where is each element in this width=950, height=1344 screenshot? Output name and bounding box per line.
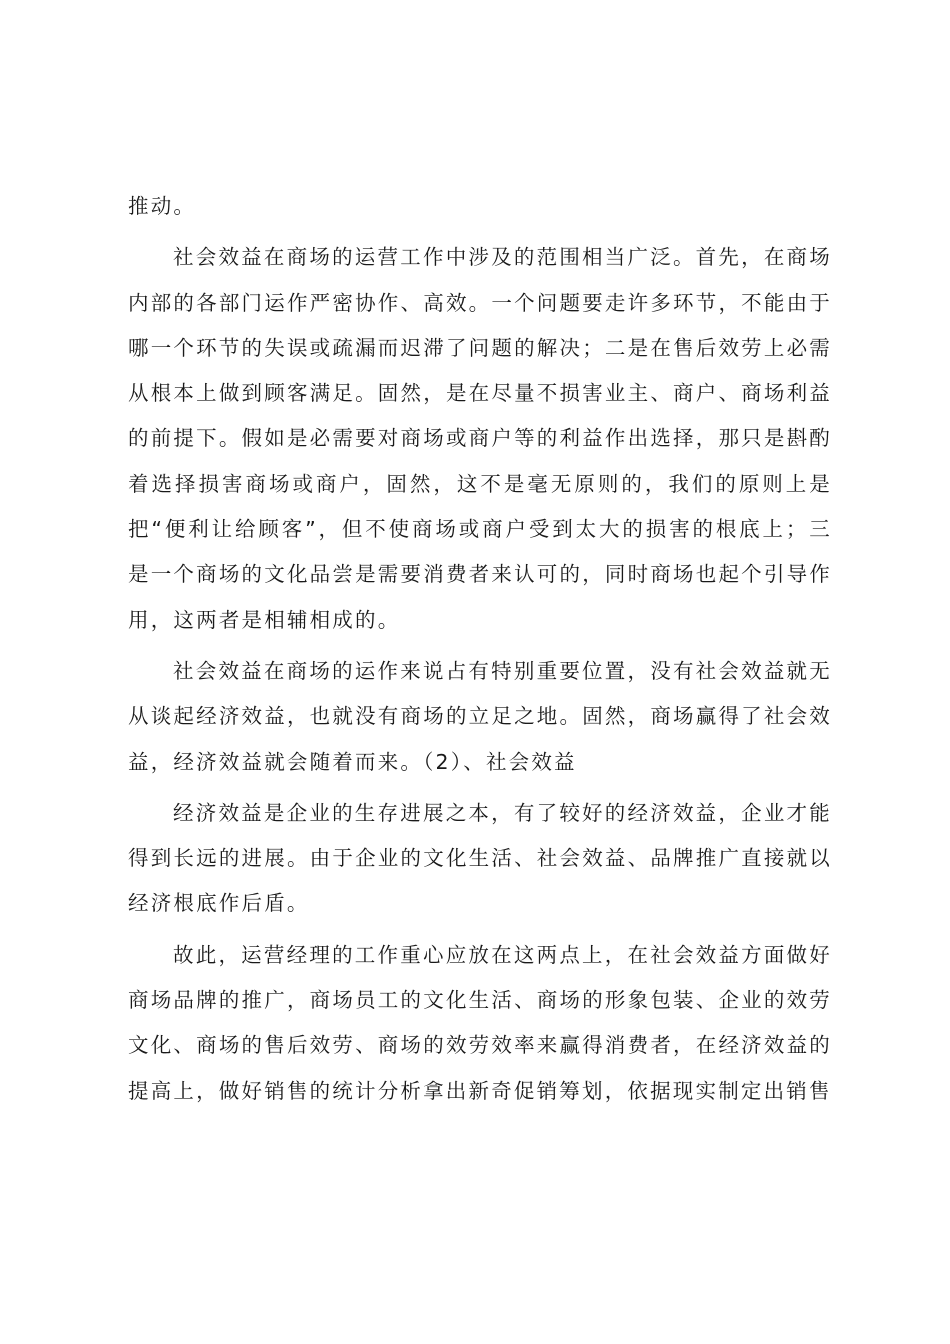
paragraph-economic-benefit: 经济效益是企业的生存进展之本，有了较好的经济效益，企业才能得到长远的进展。由于企业的文化生活、社会效益、品牌推广直接就以经济根底作后盾。 — [128, 800, 832, 916]
paragraph-operations-focus: 故此，运营经理的工作重心应放在这两点上，在社会效益方面做好商场品牌的推广，商场员工的文化生活、商场的形象包装、企业的效劳文化、商场的售后效劳、商场的效劳效率来赢得消费者，在经济效益的提高上，做好销售的统计分析拿出新奇促销筹划，依据现实制定出销售 — [128, 942, 832, 1103]
paragraph-continuation: 推动。 — [128, 194, 197, 218]
paragraph-social-benefit-importance: 社会效益在商场的运作来说占有特别重要位置，没有社会效益就无从谈起经济效益，也就没有商场的立足之地。固然，商场赢得了社会效益，经济效益就会随着而来。（2）、社会效益 — [128, 658, 832, 774]
paragraph-social-benefit-scope: 社会效益在商场的运营工作中涉及的范围相当广泛。首先，在商场内部的各部门运作严密协作、高效。一个问题要走许多环节，不能由于哪一个环节的失误或疏漏而迟滞了问题的解决；二是在售后效劳上必需从根本上做到顾客满足。固然，是在尽量不损害业主、商户、商场利益的前提下。假如是必需要对商场或商户等的利益作出选择，那只是斟酌着选择损害商场或商户，固然，这不是毫无原则的，我们的原则上是把“便利让给顾客”，但不使商场或商户受到太大的损害的根底上；三是一个商场的文化品尝是需要消费者来认可的，同时商场也起个引导作用，这两者是相辅相成的。 — [128, 245, 832, 632]
document-body — [128, 184, 832, 1114]
